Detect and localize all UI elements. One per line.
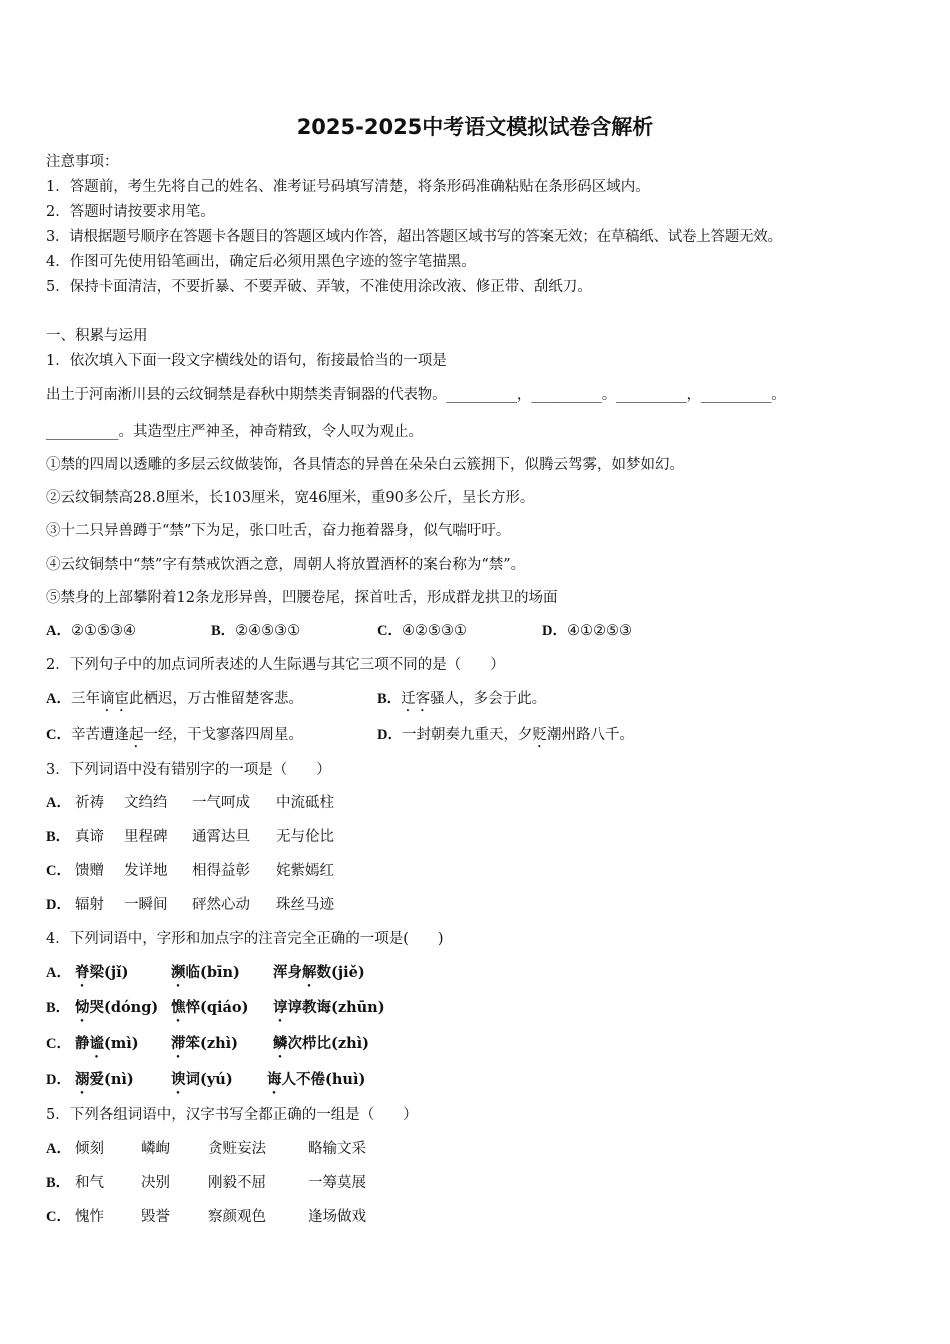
word: 姹紫嫣红	[276, 863, 334, 879]
option-letter: C．	[46, 863, 71, 879]
word: 濒临(bīn)	[171, 964, 240, 981]
option-letter: A．	[46, 795, 71, 811]
word: 略输文采	[308, 1141, 366, 1157]
option-letter: D．	[46, 897, 71, 913]
word: 谀词(yú)	[171, 1071, 233, 1088]
word: 倾刻	[75, 1141, 104, 1157]
word: 诲人不倦(huì)	[267, 1071, 366, 1088]
word: 里程碑	[124, 829, 168, 845]
word: 刚毅不屈	[208, 1175, 266, 1191]
word: 和气	[75, 1175, 104, 1191]
q2-stem: 2．下列句子中的加点词所表述的人生际遇与其它三项不同的是（ ）	[46, 657, 505, 673]
word: 真谛	[75, 829, 104, 845]
word: 贪赃妄法	[208, 1141, 266, 1157]
q1-passage-line2: __________。其造型庄严神圣，神奇精致，令人叹为观止。	[46, 424, 423, 440]
dotted-word: 贬	[532, 727, 547, 743]
word: 无与伦比	[276, 829, 334, 845]
q3-stem: 3．下列词语中没有错别字的一项是（ ）	[46, 762, 331, 778]
word: 嶙峋	[141, 1141, 170, 1157]
notice-item-4: 4．作图可先使用铅笔画出，确定后必须用黑色字迹的签字笔描黑。	[46, 254, 476, 270]
notice-item-2: 2．答题时请按要求用笔。	[46, 204, 215, 220]
q1-item-2: ②云纹铜禁高28.8厘米，长103厘米，宽46厘米，重90多公斤，呈长方形。	[46, 490, 535, 506]
notice-item-1: 1．答题前，考生先将自己的姓名、准考证号码填写清楚，将条形码准确粘贴在条形码区域内。	[46, 179, 650, 195]
word: 浑身解数(jiě)	[273, 964, 365, 981]
word: 愧怍	[75, 1209, 104, 1225]
dotted-word: 谪宦	[99, 691, 129, 707]
word: 珠丝马迹	[276, 897, 334, 913]
option-letter: B．	[46, 1175, 71, 1191]
option-letter: A．	[46, 1141, 71, 1157]
word: 中流砥柱	[276, 795, 334, 811]
section-heading: 一、积累与运用	[46, 328, 148, 344]
dotted-word: 迁客	[401, 691, 431, 707]
word: 滞笨(zhì)	[171, 1035, 239, 1052]
option-letter: D．	[46, 1072, 71, 1088]
q1-option-a[interactable]: A．②①⑤③④	[46, 623, 136, 639]
q2-option-d[interactable]: D．一封朝奏九重天，夕贬潮州路八千。	[377, 727, 634, 743]
q2-option-c[interactable]: C．辛苦遭逢起一经，干戈寥落四周星。	[46, 727, 303, 743]
word: 毁誉	[141, 1209, 170, 1225]
q1-option-b[interactable]: B．②④⑤③①	[211, 623, 301, 639]
word: 一筹莫展	[308, 1175, 366, 1191]
word: 决别	[141, 1175, 170, 1191]
word: 发详地	[124, 863, 168, 879]
q1-item-1: ①禁的四周以透雕的多层云纹做装饰，各具情态的异兽在朵朵白云簇拥下，似腾云驾雾，如梦如幻。	[46, 457, 684, 473]
q1-item-4: ④云纹铜禁中“禁”字有禁戒饮酒之意，周朝人将放置酒杯的案台称为“禁”。	[46, 557, 526, 573]
q1-item-5: ⑤禁身的上部攀附着12条龙形异兽，凹腰卷尾，探首吐舌，形成群龙拱卫的场面	[46, 590, 558, 606]
word: 察颜观色	[208, 1209, 266, 1225]
q2-option-b[interactable]: B．迁客骚人，多会于此。	[377, 691, 547, 707]
word: 脊梁(jǐ)	[75, 964, 129, 981]
word: 通霄达旦	[192, 829, 250, 845]
option-letter: B．	[46, 1000, 71, 1016]
option-letter: C．	[46, 1209, 71, 1225]
word: 相得益彰	[192, 863, 250, 879]
q4-stem: 4．下列词语中，字形和加点字的注音完全正确的一项是( )	[46, 931, 444, 947]
word: 砰然心动	[192, 897, 250, 913]
word: 馈赠	[75, 863, 104, 879]
dotted-word: 起	[128, 727, 144, 743]
notice-heading: 注意事项：	[46, 154, 119, 170]
word: 逢场做戏	[308, 1209, 366, 1225]
word: 辐射	[75, 897, 104, 913]
word: 文绉绉	[124, 795, 168, 811]
word: 恸哭(dóng)	[75, 999, 159, 1016]
q2-option-a[interactable]: A．三年谪宦此栖迟，万古惟留楚客悲。	[46, 691, 303, 707]
word: 静谧(mì)	[75, 1035, 139, 1052]
word: 一瞬间	[124, 897, 168, 913]
word: 谆谆教诲(zhūn)	[273, 999, 385, 1016]
q1-option-c[interactable]: C．④②⑤③①	[377, 623, 467, 639]
word: 憔悴(qiáo)	[171, 999, 249, 1016]
notice-item-3: 3．请根据题号顺序在答题卡各题目的答题区域内作答，超出答题区域书写的答案无效；在草稿纸、试卷上答题无效。	[46, 229, 782, 245]
q1-stem: 1．依次填入下面一段文字横线处的语句，衔接最恰当的一项是	[46, 353, 447, 369]
option-letter: B．	[46, 829, 71, 845]
word: 溺爱(nì)	[75, 1071, 134, 1088]
word: 鳞次栉比(zhì)	[273, 1035, 370, 1052]
word: 一气呵成	[192, 795, 250, 811]
option-letter: A．	[46, 965, 71, 981]
word: 祈祷	[75, 795, 104, 811]
q1-item-3: ③十二只异兽蹲于“禁”下为足，张口吐舌，奋力拖着器身，似气喘吁吁。	[46, 523, 511, 539]
q5-stem: 5．下列各组词语中，汉字书写全都正确的一组是（ ）	[46, 1107, 418, 1123]
option-letter: C．	[46, 1036, 71, 1052]
notice-item-5: 5．保持卡面清洁，不要折暴、不要弄破、弄皱，不准使用涂改液、修正带、刮纸刀。	[46, 279, 592, 295]
q1-passage-line1: 出土于河南淅川县的云纹铜禁是春秋中期禁类青铜器的代表物。__________，__________。__________，__________。	[46, 387, 786, 403]
page-title: 2025-2025中考语文模拟试卷含解析	[296, 115, 654, 139]
q1-option-d[interactable]: D．④①②⑤③	[542, 623, 632, 639]
